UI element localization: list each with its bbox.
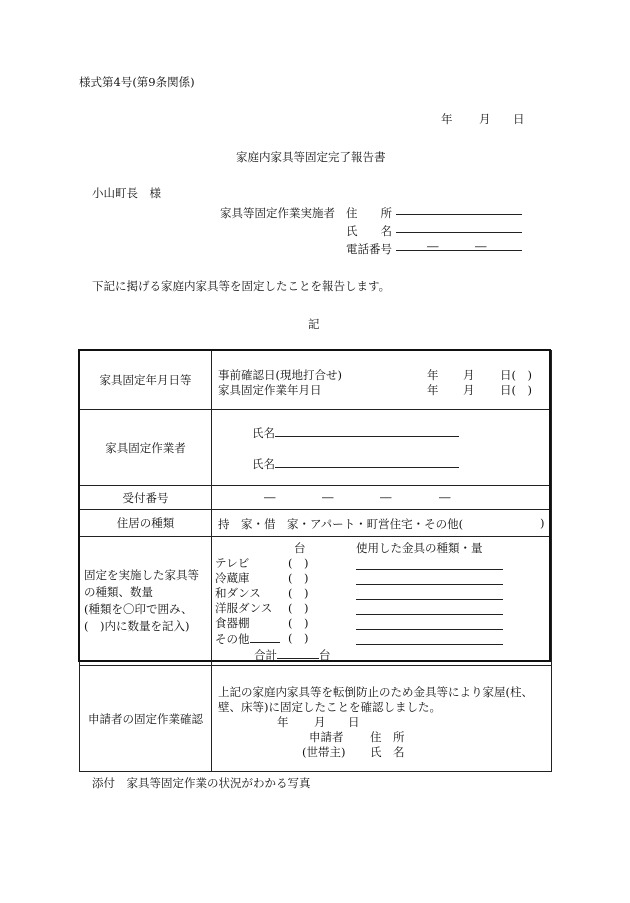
kinds-label-line-1: 固定を実施した家具等 [84,568,199,582]
pre-check-month: 月 [463,368,475,382]
worker-name-1[interactable]: 氏名 [252,424,459,441]
confirm-text-2: 壁、床等)に固定したことを確認しました。 [218,700,441,714]
housing-options[interactable]: 持 家・借 家・アパート・町営住宅・その他( [218,517,464,531]
pre-check-day: 日( ) [500,368,532,382]
item-name-japanese-chest: 和ダンス [215,586,261,600]
item-name-other: その他 [215,630,280,647]
item-name-tv: テレビ [215,556,250,570]
hardware-header: 使用した金具の種類・量 [356,541,483,555]
date-year: 年 [441,112,453,126]
reception-dash-2: ― [322,490,334,504]
implementer-name-field[interactable] [396,220,522,236]
item-qty-fridge[interactable]: ( ) [288,571,309,585]
applicant-address-label: 住 所 [370,730,405,744]
reception-dash-3: ― [380,490,392,504]
confirm-row-label: 申請者の固定作業確認 [80,666,212,772]
confirm-day: 日 [348,715,360,729]
date-row-content [212,351,552,410]
item-name-wardrobe: 洋服ダンス [215,601,273,615]
item-qty-wardrobe[interactable]: ( ) [288,601,309,615]
reception-row [80,486,552,510]
item-qty-tv[interactable]: ( ) [288,556,309,570]
item-name-cupboard: 食器棚 [215,616,250,630]
reception-dash-4: ― [439,490,451,504]
pre-check-date-label: 事前確認日(現地打合せ) [218,368,342,382]
confirm-row-content [212,666,552,772]
applicant-label: 申請者 [309,730,344,744]
work-day: 日( ) [500,383,532,397]
implementer-phone-field[interactable] [396,238,522,254]
statement: 下記に掲げる家庭内家具等を固定したことを報告します。 [92,279,391,293]
implementer-label: 家具等固定作業実施者 [220,206,335,220]
phone-dash-2: ― [475,239,487,253]
date-row [80,351,552,410]
worker-row-content [212,410,552,486]
work-month: 月 [463,383,475,397]
report-table [79,350,552,772]
page-title: 家庭内家具等固定完了報告書 [236,150,386,164]
kinds-label-line-3: (種類を〇印で囲み、 [84,602,193,616]
implementer-address-field[interactable] [396,202,522,218]
confirm-year: 年 [277,715,289,729]
worker-name-2[interactable]: 氏名 [252,455,459,472]
hardware-line-1[interactable] [356,555,503,570]
applicant-name-label: 氏 名 [370,745,405,759]
phone-dash-1: ― [427,239,439,253]
date-month: 月 [479,112,491,126]
confirm-row [80,666,552,772]
kinds-row [80,537,552,666]
housing-row-label: 住居の種類 [80,510,212,537]
hardware-line-2[interactable] [356,570,503,585]
reception-row-label: 受付番号 [80,486,212,510]
item-name-fridge: 冷蔵庫 [215,571,250,585]
implementer-name-label: 氏 名 [346,224,392,238]
kinds-row-label [80,537,212,666]
work-date-label: 家具固定作業年月日 [218,383,322,397]
hardware-line-6[interactable] [356,630,503,645]
kinds-row-content [212,537,552,666]
kinds-label-line-2: の種類、数量 [84,585,153,599]
housing-row-content [212,510,552,537]
kinds-label-line-4: ( )内に数量を記入) [84,619,190,633]
total: 合計 台 [254,648,331,662]
confirm-month: 月 [314,715,326,729]
attachment-note: 添付 家具等固定作業の状況がわかる写真 [92,776,311,790]
work-year: 年 [427,383,439,397]
housing-close: ) [540,516,545,530]
housing-row [80,510,552,537]
worker-row-label: 家具固定作業者 [80,410,212,486]
reception-dash-1: ― [264,490,276,504]
date-row-label: 家具固定年月日等 [80,351,212,410]
date-day: 日 [513,112,525,126]
form-number: 様式第4号(第9条関係) [79,75,195,89]
hardware-line-5[interactable] [356,615,503,630]
unit-header: 台 [294,541,306,555]
ki-mark: 記 [308,317,320,331]
hardware-line-3[interactable] [356,585,503,600]
worker-row [80,410,552,486]
hardware-line-4[interactable] [356,600,503,615]
reception-row-content [212,486,552,510]
implementer-address-label: 住 所 [346,206,392,220]
confirm-text-1: 上記の家庭内家具等を転倒防止のため金具等により家屋(柱、 [218,685,533,699]
item-qty-other[interactable]: ( ) [288,631,309,645]
implementer-phone-label: 電話番号 [346,242,392,256]
item-qty-cupboard[interactable]: ( ) [288,616,309,630]
householder-label: (世帯主) [302,745,346,759]
pre-check-year: 年 [427,368,439,382]
item-qty-japanese-chest[interactable]: ( ) [288,586,309,600]
addressee: 小山町長 様 [92,186,161,200]
